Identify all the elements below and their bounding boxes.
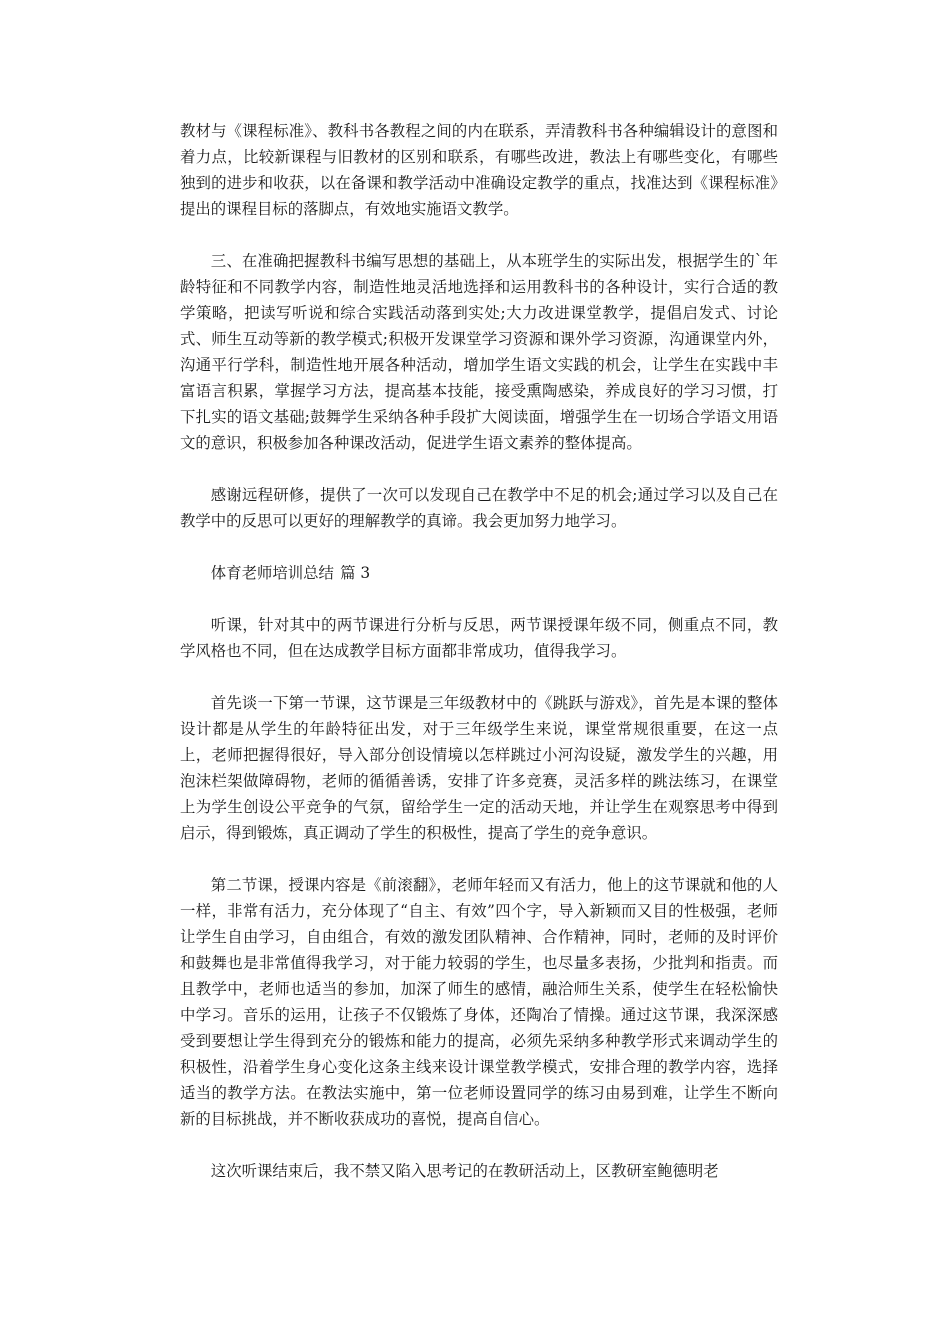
section-heading-title: 体育老师培训总结 xyxy=(210,564,334,582)
section-heading xyxy=(180,560,778,586)
paragraph-after-observation: 这次听课结束后，我不禁又陷入思考记的在教研活动上，区教研室鲍德明老 xyxy=(210,1162,719,1180)
paragraph-curriculum-standards: 教材与《课程标准》、教科书各教程之间的内在联系，弄清教科书各种编辑设计的意图和着力点，比较新课程与旧教材的区别和联系，有哪些改进，教法上有哪些变化，有哪些独到的进步和收获，以在备课和教学活动中准确设定教学的重点，找准达到《课程标准》提出的课程目标的落脚点，有效地实施语文教学。 xyxy=(180,122,778,218)
paragraph-second-lesson: 第二节课，授课内容是《前滚翻》，老师年轻而又有活力，他上的这节课就和他的人一样，非常有活力，充分体现了“自主、有效”四个字，导入新颖而又目的性极强，老师让学生自由学习，自由组合，有效的激发团队精神、合作精神，同时，老师的及时评价和鼓舞也是非常值得我学习，对于能力较弱的学生，也尽量多表扬，少批判和指责。而且教学中，老师也适当的参加，加深了师生的感情，融洽师生关系，使学生在轻松愉快中学习。音乐的运用，让孩子不仅锻炼了身体，还陶冶了情操。通过这节课，我深深感受到要想让学生得到充分的锻炼和能力的提高，必须先采纳多种教学形式来调动学生的积极性，沿着学生身心变化这条主线来设计课堂教学模式，安排合理的教学内容，选择适当的教学方法。在教法实施中，第一位老师设置同学的练习由易到难，让学生不断向新的目标挑战，并不断收获成功的喜悦，提高自信心。 xyxy=(180,876,778,1128)
paragraph-thanks-remote-training: 感谢远程研修，提供了一次可以发现自己在教学中不足的机会;通过学习以及自己在教学中的反思可以更好的理解教学的真谛。我会更加努力地学习。 xyxy=(180,486,778,530)
section-heading-number: 篇 3 xyxy=(340,564,371,582)
paragraph-point-three: 三、在准确把握教科书编写思想的基础上，从本班学生的实际出发，根据学生的`年龄特征和不同教学内容，制造性地灵活地选择和运用教科书的各种设计，实行合适的教学策略，把读写听说和综合实践活动落到实处;大力改进课堂教学，提倡启发式、讨论式、师生互动等新的教学模式;积极开发课堂学习资源和课外学习资源，沟通课堂内外，沟通平行学科，制造性地开展各种活动，增加学生语文实践的机会，让学生在实践中丰富语言积累，掌握学习方法，提高基本技能，接受熏陶感染，养成良好的学习习惯，打下扎实的语文基础;鼓舞学生采纳各种手段扩大阅读面，增强学生在一切场合学语文用语文的意识，积极参加各种课改活动，促进学生语文素养的整体提高。 xyxy=(180,252,778,452)
paragraph-lesson-observation: 听课，针对其中的两节课进行分析与反思，两节课授课年级不同，侧重点不同，教学风格也不同，但在达成教学目标方面都非常成功，值得我学习。 xyxy=(180,616,778,660)
paragraph-first-lesson: 首先谈一下第一节课，这节课是三年级教材中的《跳跃与游戏》，首先是本课的整体设计都是从学生的年龄特征出发，对于三年级学生来说，课堂常规很重要，在这一点上，老师把握得很好，导入部分创设情境以怎样跳过小河沟设疑，激发学生的兴趣，用泡沫栏架做障碍物，老师的循循善诱，安排了许多竞赛，灵活多样的跳法练习，在课堂上为学生创设公平竞争的气氛，留给学生一定的活动天地，并让学生在观察思考中得到启示，得到锻炼，真正调动了学生的积极性，提高了学生的竞争意识。 xyxy=(180,694,778,842)
document-page xyxy=(180,118,778,1184)
